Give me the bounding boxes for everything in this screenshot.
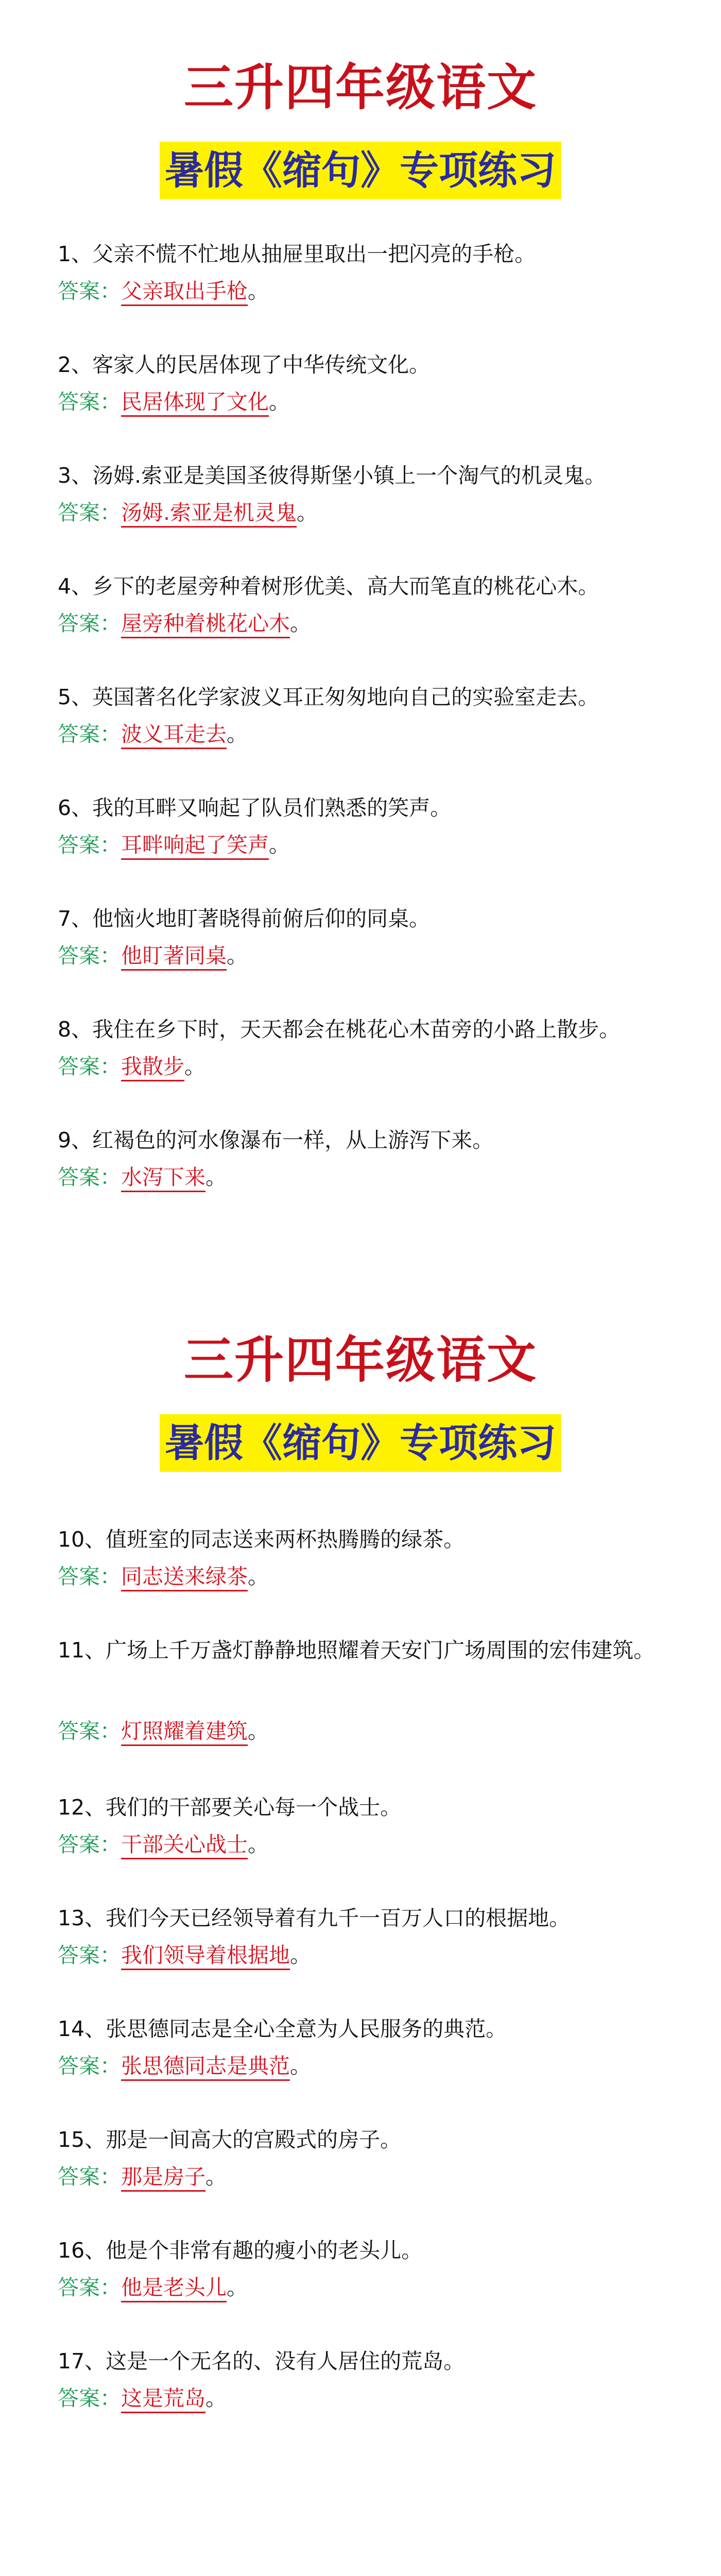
question-text: 17、这是一个无名的、没有人居住的荒岛。: [58, 2349, 465, 2374]
answer-colon: ：: [100, 389, 121, 414]
answer-text: 水泻下来: [121, 1165, 205, 1192]
answer-text: 这是荒岛: [121, 2386, 205, 2413]
answer-end-punct: 。: [248, 1832, 269, 1857]
answer-line: [58, 2050, 311, 2081]
answer-line: [58, 1716, 269, 1747]
answer-end-punct: 。: [290, 1943, 311, 1968]
question-text: 6、我的耳畔又响起了队员们熟悉的笑声。: [58, 795, 452, 820]
answer-line: [58, 940, 248, 971]
answer-colon: ：: [100, 2386, 121, 2411]
answer-line: [58, 2161, 227, 2192]
answer-line: [58, 1940, 311, 1971]
question-text: 14、张思德同志是全心全意为人民服务的典范。: [58, 2016, 507, 2041]
answer-end-punct: 。: [248, 1719, 269, 1743]
answer-line: [58, 2383, 227, 2414]
page-title: 三升四年级语文: [184, 59, 537, 116]
answer-label: 答案: [58, 611, 100, 636]
page-subtitle-2: 暑假《缩句》专项练习: [160, 1414, 561, 1472]
question-text: 13、我们今天已经领导着有九千一百万人口的根据地。: [58, 1906, 571, 1930]
answer-line: [58, 1162, 227, 1193]
answer-end-punct: 。: [227, 2275, 248, 2300]
answer-label: 答案: [58, 1832, 100, 1857]
answer-text: 父亲取出手枪: [121, 279, 248, 306]
answer-text: 我们领导着根据地: [121, 1943, 290, 1970]
answer-label: 答案: [58, 279, 100, 303]
answer-colon: ：: [100, 1719, 121, 1743]
answer-label: 答案: [58, 1054, 100, 1079]
question-text: 11、广场上千万盏灯静静地照耀着天安门广场周围的宏伟建筑。: [58, 1638, 655, 1663]
answer-text: 民居体现了文化: [121, 389, 269, 417]
answer-text: 波义耳走去: [121, 722, 227, 749]
answer-line: [58, 276, 269, 307]
answer-label: 答案: [58, 943, 100, 968]
question-text: 5、英国著名化学家波义耳正匆匆地向自己的实验室走去。: [58, 685, 599, 709]
answer-text: 他是老头儿: [121, 2275, 227, 2302]
answer-colon: ：: [100, 279, 121, 303]
answer-text: 我散步: [121, 1054, 184, 1081]
answer-colon: ：: [100, 1832, 121, 1857]
question-text: 12、我们的干部要关心每一个战士。: [58, 1795, 402, 1820]
answer-text: 灯照耀着建筑: [121, 1719, 248, 1746]
question-text: 4、乡下的老屋旁种着树形优美、高大而笔直的桃花心木。: [58, 574, 599, 599]
answer-label: 答案: [58, 722, 100, 747]
page-subtitle: 暑假《缩句》专项练习: [160, 142, 561, 199]
answer-colon: ：: [100, 2054, 121, 2078]
answer-label: 答案: [58, 2054, 100, 2078]
answer-colon: ：: [100, 2275, 121, 2300]
answer-label: 答案: [58, 1943, 100, 1968]
question-text: 16、他是个非常有趣的瘦小的老头儿。: [58, 2238, 423, 2263]
question-text: 7、他恼火地盯著晓得前俯后仰的同桌。: [58, 906, 431, 931]
answer-line: [58, 1829, 269, 1860]
answer-colon: ：: [100, 833, 121, 857]
answer-label: 答案: [58, 2275, 100, 2300]
answer-text: 同志送来绿茶: [121, 1564, 248, 1591]
answer-colon: ：: [100, 1054, 121, 1079]
question-text: 2、客家人的民居体现了中华传统文化。: [58, 352, 431, 377]
question-text: 10、值班室的同志送来两杯热腾腾的绿茶。: [58, 1527, 465, 1552]
answer-line: [58, 2272, 248, 2303]
answer-end-punct: 。: [184, 1054, 205, 1079]
answer-text: 汤姆.索亚是机灵鬼: [121, 500, 297, 528]
answer-end-punct: 。: [290, 611, 311, 636]
answer-label: 答案: [58, 833, 100, 857]
subtitle-wrap: [0, 142, 721, 199]
answer-text: 屋旁种着桃花心木: [121, 611, 290, 638]
answer-end-punct: 。: [297, 500, 318, 525]
answer-line: [58, 829, 290, 860]
answer-colon: ：: [100, 611, 121, 636]
answer-colon: ：: [100, 1564, 121, 1589]
answer-line: [58, 386, 290, 417]
answer-line: [58, 497, 318, 528]
answer-end-punct: 。: [205, 1165, 227, 1190]
answer-end-punct: 。: [269, 389, 290, 414]
answer-text: 干部关心战士: [121, 1832, 248, 1859]
answer-end-punct: 。: [227, 722, 248, 747]
answer-line: [58, 719, 248, 750]
answer-text: 张思德同志是典范: [121, 2054, 290, 2081]
question-text: 8、我住在乡下时，天天都会在桃花心木苗旁的小路上散步。: [58, 1017, 621, 1042]
answer-label: 答案: [58, 389, 100, 414]
answer-label: 答案: [58, 1719, 100, 1743]
answer-colon: ：: [100, 1943, 121, 1968]
answer-label: 答案: [58, 2164, 100, 2189]
answer-colon: ：: [100, 1165, 121, 1190]
answer-colon: ：: [100, 500, 121, 525]
question-text: 9、红褐色的河水像瀑布一样，从上游泻下来。: [58, 1128, 494, 1153]
answer-end-punct: 。: [248, 279, 269, 303]
answer-line: [58, 1561, 269, 1592]
answer-line: [58, 1051, 205, 1082]
answer-text: 他盯著同桌: [121, 943, 227, 971]
answer-end-punct: 。: [248, 1564, 269, 1589]
answer-end-punct: 。: [205, 2386, 227, 2411]
answer-colon: ：: [100, 722, 121, 747]
answer-text: 耳畔响起了笑声: [121, 833, 269, 860]
answer-end-punct: 。: [290, 2054, 311, 2078]
answer-text: 那是房子: [121, 2164, 205, 2192]
answer-end-punct: 。: [227, 943, 248, 968]
answer-label: 答案: [58, 1165, 100, 1190]
answer-end-punct: 。: [205, 2164, 227, 2189]
answer-colon: ：: [100, 943, 121, 968]
question-text: 3、汤姆.索亚是美国圣彼得斯堡小镇上一个淘气的机灵鬼。: [58, 463, 606, 488]
question-text: 15、那是一间高大的宫殿式的房子。: [58, 2127, 402, 2152]
answer-label: 答案: [58, 500, 100, 525]
page-title-2: 三升四年级语文: [184, 1331, 537, 1389]
answer-label: 答案: [58, 1564, 100, 1589]
answer-label: 答案: [58, 2386, 100, 2411]
question-text: 1、父亲不慌不忙地从抽屉里取出一把闪亮的手枪。: [58, 242, 536, 266]
answer-line: [58, 608, 311, 639]
subtitle-wrap-2: [0, 1414, 721, 1472]
answer-end-punct: 。: [269, 833, 290, 857]
answer-colon: ：: [100, 2164, 121, 2189]
